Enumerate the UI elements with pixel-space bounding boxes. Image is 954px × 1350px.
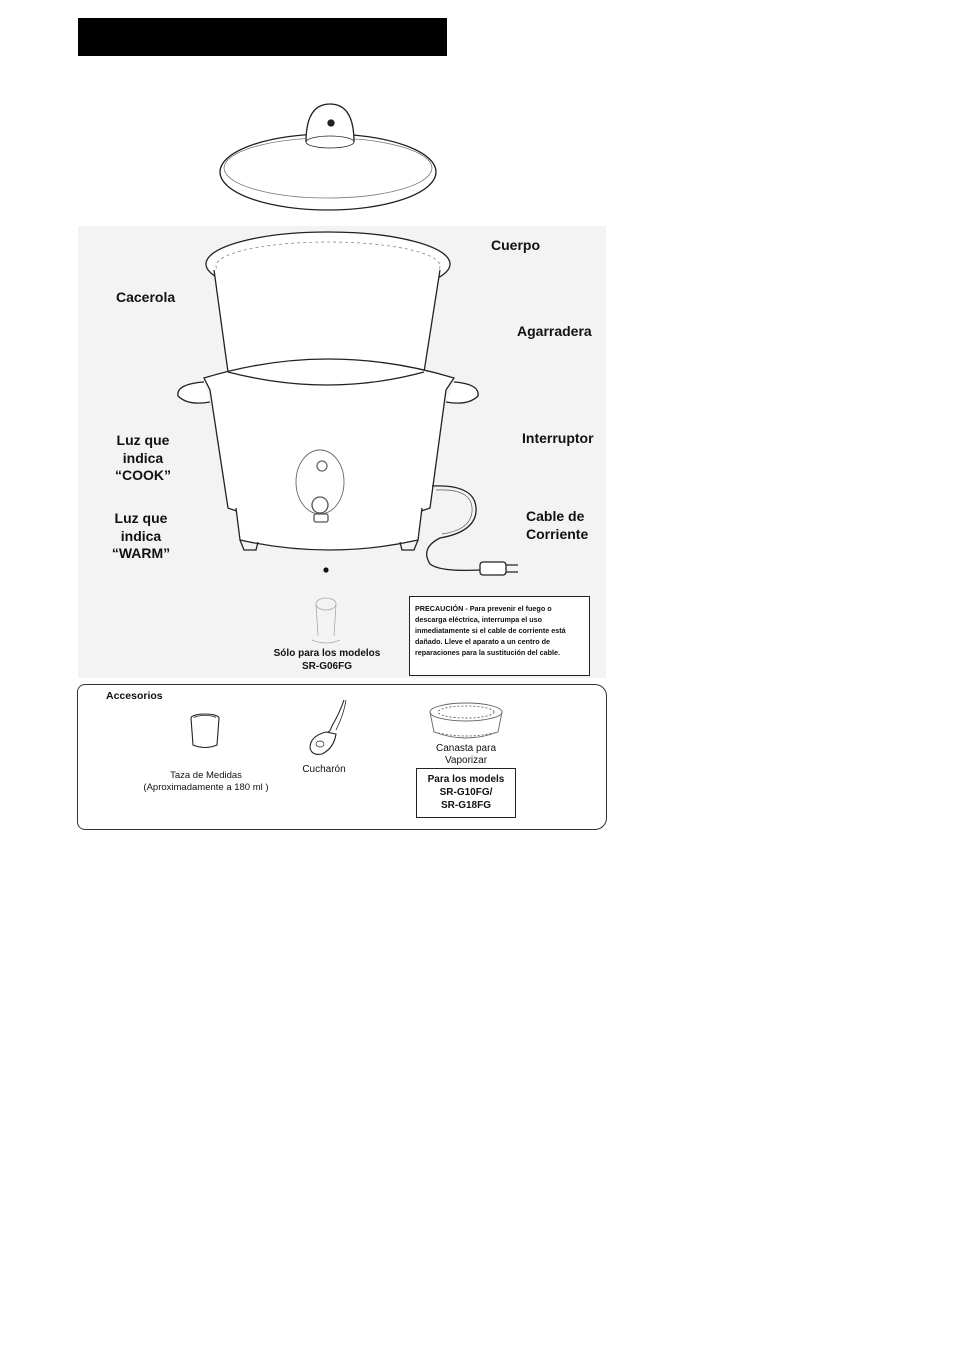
ladle-icon [310,700,346,754]
steamer-line-2: Vaporizar [444,755,488,766]
ladle-caption: Cucharón [302,764,346,775]
cook-light-line-2: indica [122,449,164,466]
label-handle: Agarradera [517,323,592,339]
warm-light-line-2: indica [120,527,162,544]
model-note-line-2: SR-G06FG [301,661,352,672]
steamer-caption [418,743,514,767]
caution-text: - Para prevenir el fuego o descarga eléctrica, interrumpa el uso inmediatamente si el cable de corriente está dañado. Lleve el aparato a un centro de reparaciones para la sustitución del cable. [415,604,566,657]
label-switch: Interruptor [522,430,594,446]
label-pot: Cacerola [116,289,176,305]
measuring-cup-capacity: (Aproximadamente a 180 ml ) [143,782,269,793]
measuring-cup-icon [191,714,219,748]
steamer-line-1: Canasta para [435,743,497,754]
models-box [416,768,516,818]
model-note-line-1: Sólo para los modelos [273,648,381,659]
models-box-line-2: SR-G10FG/ [439,787,493,798]
measuring-cup-name: Taza de Medidas [170,770,242,781]
models-box-line-1: Para los models [427,774,505,785]
accessories-title: Accesorios [106,690,163,702]
warm-light-line-3: “WARM” [111,545,171,561]
caution-lead: PRECAUCIÓN [415,604,464,613]
label-body: Cuerpo [491,237,540,253]
power-cord-line-1: Cable de [526,508,585,524]
measuring-cup-caption [130,770,282,794]
steamer-basket-icon [430,703,502,738]
cook-light-line-3: “COOK” [115,467,171,483]
warm-light-line-1: Luz que [114,510,168,526]
models-box-line-3: SR-G18FG [440,800,491,811]
cook-light-line-1: Luz que [116,432,170,448]
power-cord-line-2: Corriente [526,525,589,542]
